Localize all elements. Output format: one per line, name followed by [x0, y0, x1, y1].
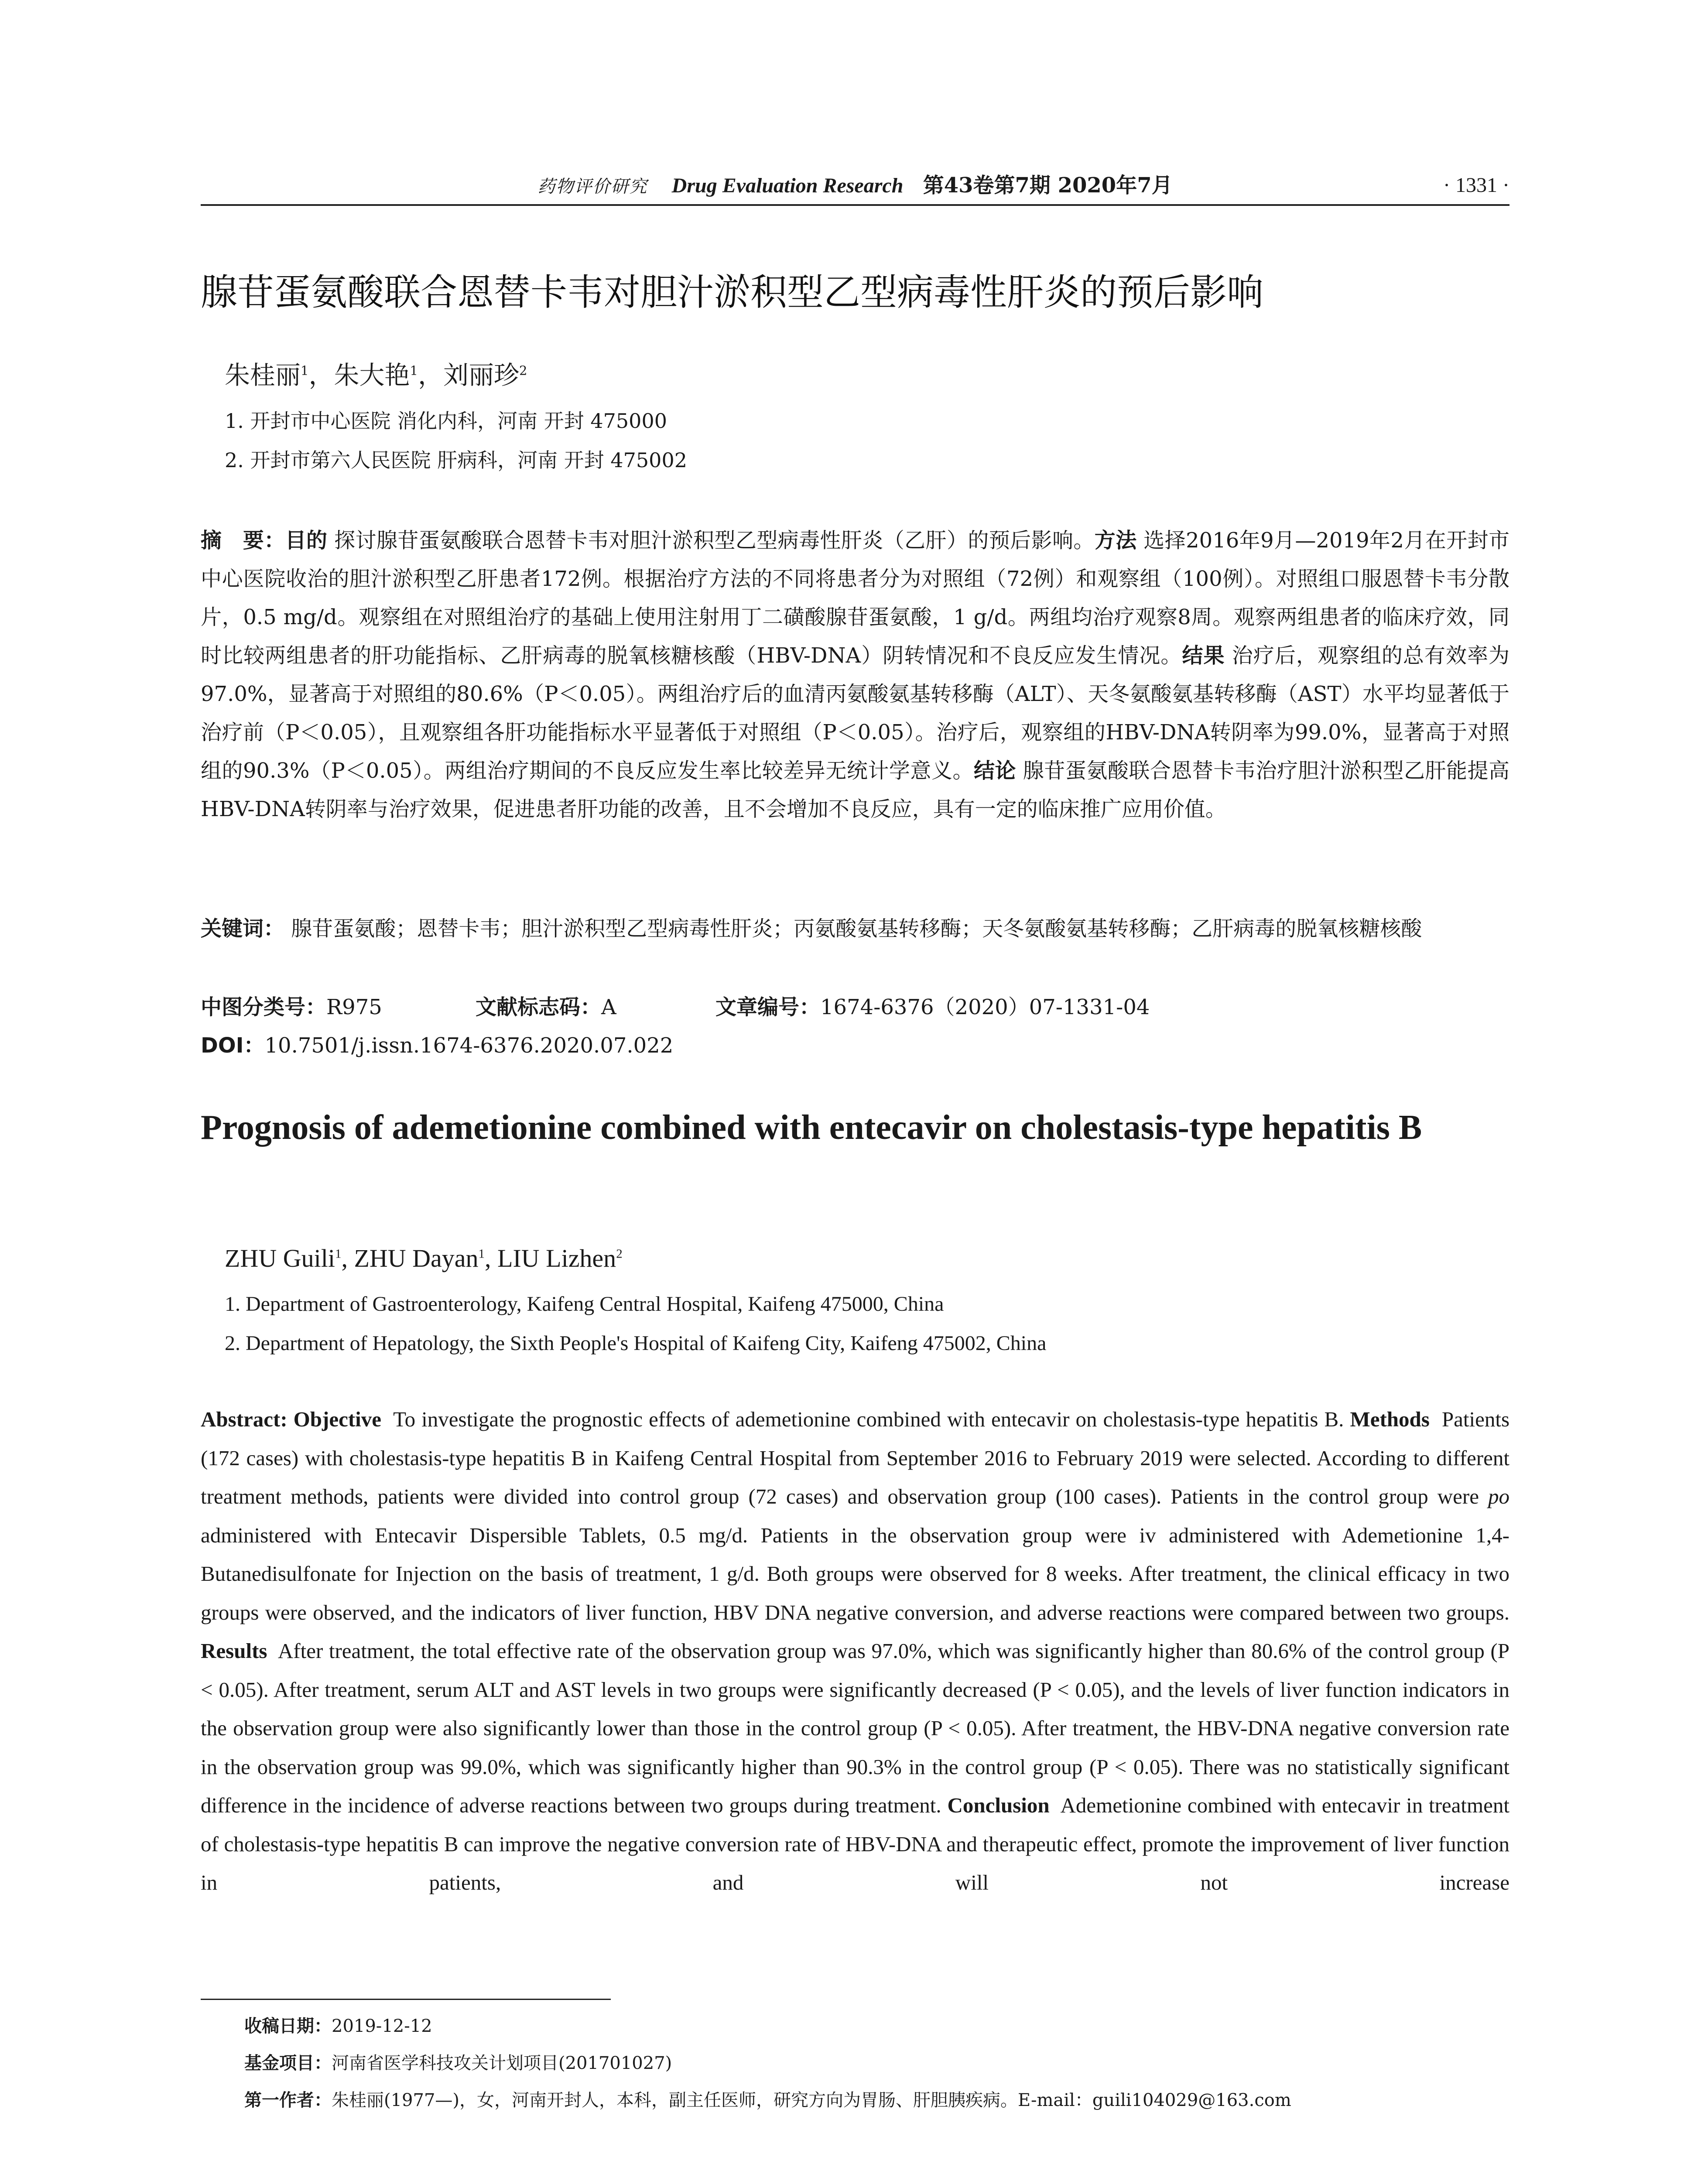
- article-id-label: 文章编号：: [715, 995, 821, 1019]
- article-title-en: Prognosis of ademetionine combined with entecavir on cholestasis-type hepatitis B: [201, 1108, 1422, 1147]
- footnote-rule: [201, 1999, 611, 2000]
- methods-label-cn: 方法: [1094, 528, 1137, 553]
- author-affil-mark: 2: [519, 363, 527, 378]
- page-number: · 1331 ·: [1443, 174, 1509, 197]
- footnote-first-author: [244, 2087, 1509, 2113]
- conclusion-label-en: Conclusion: [947, 1793, 1050, 1817]
- abstract-cn: [201, 521, 1509, 828]
- journal-logo-cn: 药物评价研究: [537, 177, 648, 197]
- author-name: 刘丽珍: [443, 360, 519, 390]
- footnote-value: 朱桂丽(1977—)，女，河南开封人，本科，副主任医师，研究方向为胃肠、肝胆胰疾病。E-mail：guili104029@163.com: [332, 2090, 1291, 2110]
- abstract-en: [201, 1400, 1509, 1902]
- clc-number: [201, 988, 476, 1026]
- doi-value[interactable]: 10.7501/j.issn.1674-6376.2020.07.022: [264, 1033, 674, 1058]
- objective-label-en: Objective: [293, 1407, 382, 1431]
- methods-text-en-2: administered with Entecavir Dispersible Tablets, 0.5 mg/d. Patients in the observation group were iv administered with Ademetionine 1,4-Butanedisulfonate for Injection on the basis of treatment, 1 g/d. Both groups were observed for 8 weeks. After treatment, the clinical efficacy in two groups were observed, and the indicators of liver function, HBV DNA negative conversion, and adverse reactions were compared between two groups.: [201, 1523, 1509, 1624]
- methods-text-cn: 选择2016年9月—2019年2月在开封市中心医院收治的胆汁淤积型乙肝患者172例。根据治疗方法的不同将患者分为对照组（72例）和观察组（100例）。对照组口服恩替卡韦分散片，0.5 mg/d。观察组在对照组治疗的基础上使用注射用丁二磺酸腺苷蛋氨酸，1 g/d。两组均治疗观察8周。观察两组患者的临床疗效，同时比较两组患者的肝功能指标、乙肝病毒的脱氧核糖核酸（HBV-DNA）阴转情况和不良反应发生情况。: [201, 528, 1509, 668]
- author-affil-mark: 1: [478, 1247, 485, 1261]
- doi-label: DOI：: [201, 1033, 265, 1058]
- header-center: [201, 170, 1509, 202]
- footnote-label: 第一作者：: [244, 2090, 332, 2110]
- author-affil-mark: 2: [616, 1247, 623, 1261]
- header-rule: [201, 204, 1509, 206]
- author-affil-mark: 1: [410, 363, 418, 378]
- author-affil-mark: 1: [335, 1247, 342, 1261]
- author-name: 朱桂丽: [225, 360, 301, 390]
- affiliation-en-1: 1. Department of Gastroenterology, Kaifeng Central Hospital, Kaifeng 475000, China: [225, 1292, 944, 1316]
- article-id-value: 1674-6376（2020）07-1331-04: [820, 995, 1150, 1019]
- author-separator: ，: [418, 360, 443, 390]
- classification-row: [201, 988, 1509, 1026]
- author-separator: ，: [308, 360, 334, 390]
- keywords-text-cn: 腺苷蛋氨酸；恩替卡韦；胆汁淤积型乙型病毒性肝炎；丙氨酸氨基转移酶；天冬氨酸氨基转移酶；乙肝病毒的脱氧核糖核酸: [291, 916, 1422, 941]
- article-id: [715, 988, 1150, 1026]
- doi-row: [201, 1026, 1509, 1065]
- author-list-en: [225, 1241, 1490, 1276]
- footnote-value: 2019-12-12: [332, 2016, 432, 2036]
- footnote-value: 河南省医学科技攻关计划项目(201701027): [332, 2053, 672, 2073]
- objective-text-en: To investigate the prognostic effects of ademetionine combined with entecavir on cholestasis-type hepatitis B.: [393, 1407, 1344, 1431]
- objective-label-cn: 目的: [285, 528, 328, 553]
- article-title-cn: 腺苷蛋氨酸联合恩替卡韦对胆汁淤积型乙型病毒性肝炎的预后影响: [201, 271, 1264, 314]
- author-name: ZHU Guili: [225, 1244, 335, 1272]
- keywords-cn: [201, 909, 1509, 948]
- keywords-label-cn: 关键词：: [201, 916, 285, 941]
- conclusion-label-cn: 结论: [973, 759, 1016, 783]
- affiliation-cn-1: 1. 开封市中心医院 消化内科，河南 开封 475000: [225, 409, 667, 433]
- clc-label: 中图分类号：: [201, 995, 327, 1019]
- methods-text-en-1: Patients (172 cases) with cholestasis-type hepatitis B in Kaifeng Central Hospital from September 2016 to February 2019 were selected. According to different treatment methods, patients were divided into control group (72 cases) and observation group (100 cases). Patients in the control group were: [201, 1407, 1510, 1508]
- document-code-value: A: [601, 995, 616, 1019]
- author-separator: ,: [341, 1244, 354, 1272]
- objective-text-cn: 探讨腺苷蛋氨酸联合恩替卡韦对胆汁淤积型乙型病毒性肝炎（乙肝）的预后影响。: [334, 528, 1095, 553]
- results-text-en: After treatment, the total effective rate of the observation group was 97.0%, which was significantly higher than 80.6% of the control group (P < 0.05). After treatment, serum ALT and AST levels in two groups were significantly decreased (P < 0.05), and the levels of liver function indicators in the observation group were also significantly lower than those in the control group (P < 0.05). After treatment, the HBV-DNA negative conversion rate in the observation group was 99.0%, which was significantly higher than 90.3% in the control group (P < 0.05). There was no statistically significant difference in the incidence of adverse reactions between two groups during treatment.: [201, 1639, 1510, 1817]
- footnote-label: 基金项目：: [244, 2053, 332, 2073]
- author-name: ZHU Dayan: [354, 1244, 479, 1272]
- document-code: [476, 988, 715, 1026]
- clc-value: R975: [326, 995, 382, 1019]
- author-name: 朱大艳: [334, 360, 410, 390]
- running-header: [201, 170, 1509, 201]
- conclusion-text-cn: 腺苷蛋氨酸联合恩替卡韦治疗胆汁淤积型乙肝能提高HBV-DNA转阴率与治疗效果，促进患者肝功能的改善，且不会增加不良反应，具有一定的临床推广应用价值。: [201, 759, 1509, 821]
- affiliation-en-2: 2. Department of Hepatology, the Sixth People's Hospital of Kaifeng City, Kaifeng 475002, China: [225, 1332, 1047, 1355]
- issue-info: 第43卷第7期 2020年7月: [923, 173, 1173, 198]
- footnote-funding: [244, 2050, 1509, 2076]
- results-text-cn: 治疗后，观察组的总有效率为97.0%，显著高于对照组的80.6%（P＜0.05）。两组治疗后的血清丙氨酸氨基转移酶（ALT）、天冬氨酸氨基转移酶（AST）水平均显著低于治疗前（P＜0.05），且观察组各肝功能指标水平显著低于对照组（P＜0.05）。治疗后，观察组的HBV-DNA转阴率为99.0%，显著高于对照组的90.3%（P＜0.05）。两组治疗期间的不良反应发生率比较差异无统计学意义。: [201, 643, 1509, 783]
- footnote-received: [244, 2013, 1509, 2039]
- abstract-label-cn: 摘 要：: [201, 528, 285, 553]
- methods-route-po: po: [1488, 1484, 1509, 1508]
- results-label-en: Results: [201, 1639, 267, 1663]
- author-list-cn: [225, 358, 1490, 393]
- affiliation-cn-2: 2. 开封市第六人民医院 肝病科，河南 开封 475002: [225, 448, 687, 472]
- author-separator: ,: [485, 1244, 498, 1272]
- abstract-label-en: Abstract:: [201, 1407, 288, 1431]
- journal-name: Drug Evaluation Research: [671, 174, 904, 197]
- author-name: LIU Lizhen: [497, 1244, 616, 1272]
- methods-label-en: Methods: [1350, 1407, 1430, 1431]
- conclusion-text-en: Ademetionine combined with entecavir in treatment of cholestasis-type hepatitis B can improve the negative conversion rate of HBV-DNA and therapeutic effect, promote the improvement of liver function in patients, and will not increase: [201, 1793, 1510, 1894]
- results-label-cn: 结果: [1182, 643, 1225, 668]
- document-code-label: 文献标志码：: [476, 995, 602, 1019]
- author-affil-mark: 1: [301, 363, 309, 378]
- footnote-label: 收稿日期：: [244, 2016, 332, 2036]
